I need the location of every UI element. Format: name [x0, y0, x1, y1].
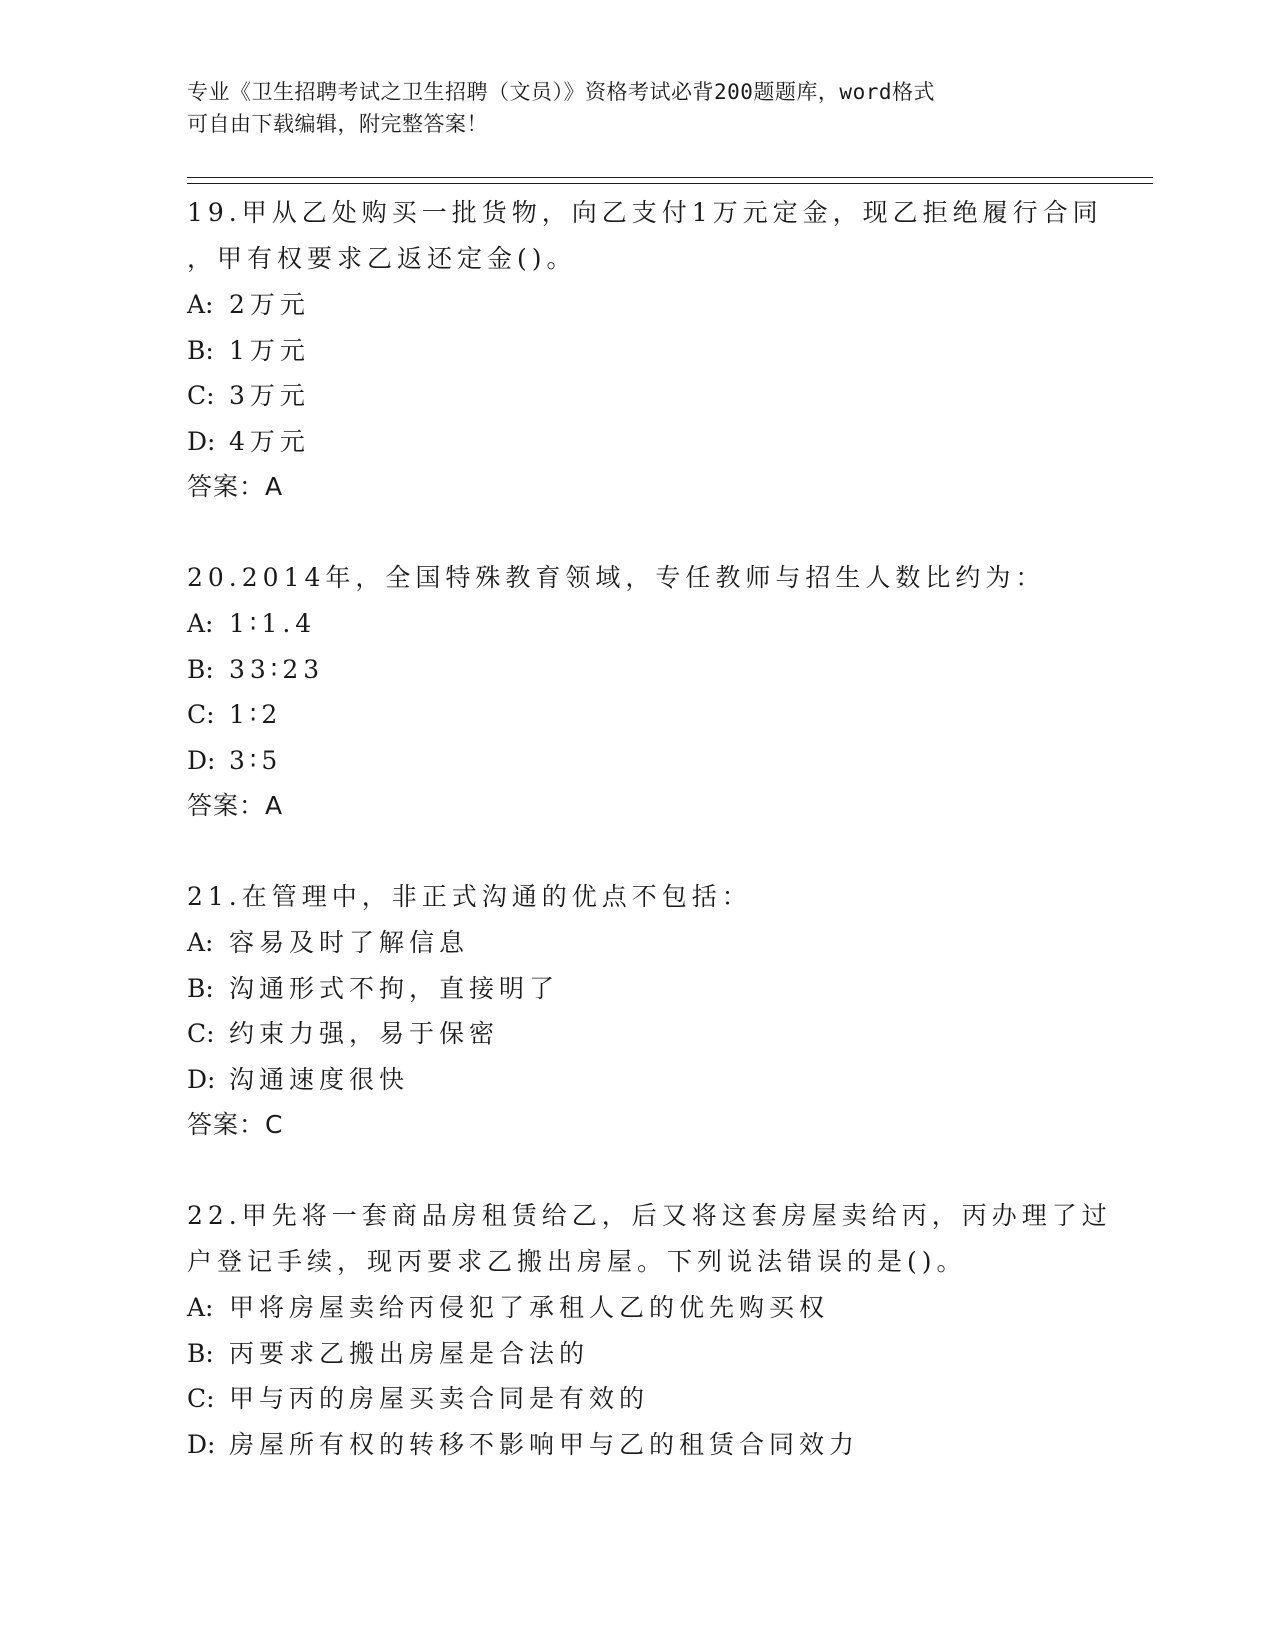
option-text: 甲与丙的房屋买卖合同是有效的 [229, 1384, 650, 1413]
option-key: A: [187, 609, 214, 638]
answer-label: 答案：A [187, 791, 284, 820]
option-text: 1∶2 [229, 700, 283, 729]
option-text: 约束力强，易于保密 [229, 1019, 500, 1048]
answer-label: 答案：A [187, 472, 284, 501]
question-stem-line: 19.甲从乙处购买一批货物，向乙支付1万元定金，现乙拒绝履行合同 [187, 198, 1103, 227]
option-key: D: [187, 1429, 216, 1459]
option-a [187, 282, 1087, 328]
option-a [187, 601, 1087, 647]
option-key: D: [187, 426, 216, 456]
header-divider-top [187, 177, 1153, 178]
option-text: 丙要求乙搬出房屋是合法的 [229, 1338, 590, 1368]
question-spacer [187, 510, 1087, 555]
option-text: 甲将房屋卖给丙侵犯了承租人乙的优先购买权 [229, 1293, 830, 1322]
option-key: A: [187, 928, 214, 957]
option-b [187, 1331, 1087, 1377]
option-text: 4万元 [229, 426, 310, 456]
option-text: 容易及时了解信息 [229, 928, 470, 957]
option-key: D: [187, 1064, 216, 1094]
question-stem-line: 户登记手续，现丙要求乙搬出房屋。下列说法错误的是()。 [187, 1247, 967, 1276]
question-stem-line: ，甲有权要求乙返还定金()。 [187, 244, 577, 273]
option-key: C: [187, 1019, 215, 1048]
answer-label: 答案：C [187, 1110, 284, 1139]
option-key: B: [187, 1338, 214, 1368]
option-c [187, 692, 1087, 738]
option-text: 2万元 [229, 290, 310, 319]
option-text: 1∶1.4 [229, 609, 317, 638]
option-text: 3∶5 [229, 745, 283, 775]
option-a [187, 1285, 1087, 1331]
question-20 [187, 555, 1087, 829]
question-22 [187, 1193, 1112, 1467]
question-stem-line: 21.在管理中，非正式沟通的优点不包括： [187, 882, 752, 911]
option-text: 1万元 [229, 335, 310, 365]
option-d [187, 1057, 1087, 1103]
option-key: C: [187, 381, 215, 410]
option-text: 沟通形式不拘，直接明了 [229, 973, 560, 1003]
question-stem-line: 20.2014年，全国特殊教育领域，专任教师与招生人数比约为： [187, 563, 1046, 592]
option-text: 3万元 [229, 381, 310, 410]
header-line-1: 专业《卫生招聘考试之卫生招聘（文员）》资格考试必背200题题库，word格式 [187, 80, 935, 104]
option-key: A: [187, 290, 214, 319]
option-text: 房屋所有权的转移不影响甲与乙的租赁合同效力 [229, 1429, 860, 1459]
option-key: B: [187, 654, 214, 684]
question-19 [187, 190, 1103, 510]
option-text: 33∶23 [229, 654, 325, 684]
header-divider-bottom [187, 183, 1153, 184]
option-c [187, 1011, 1087, 1057]
question-21 [187, 874, 1087, 1148]
option-c [187, 373, 1087, 419]
option-key: B: [187, 973, 214, 1003]
question-list [187, 190, 1112, 1467]
option-text: 沟通速度很快 [229, 1064, 410, 1094]
question-stem-line: 22.甲先将一套商品房租赁给乙，后又将这套房屋卖给丙，丙办理了过 [187, 1201, 1112, 1230]
question-spacer [187, 829, 1087, 874]
option-key: C: [187, 700, 215, 729]
document-header [187, 76, 1067, 140]
option-key: B: [187, 335, 214, 365]
option-d [187, 1422, 1087, 1468]
option-d [187, 738, 1087, 784]
header-line-2: 可自由下载编辑，附完整答案！ [187, 112, 488, 136]
option-c [187, 1376, 1087, 1422]
option-b [187, 647, 1087, 693]
question-spacer [187, 1148, 1087, 1193]
option-b [187, 966, 1087, 1012]
option-key: A: [187, 1293, 214, 1322]
option-b [187, 328, 1087, 374]
option-d [187, 419, 1087, 465]
option-a [187, 920, 1087, 966]
option-key: C: [187, 1384, 215, 1413]
option-key: D: [187, 745, 216, 775]
